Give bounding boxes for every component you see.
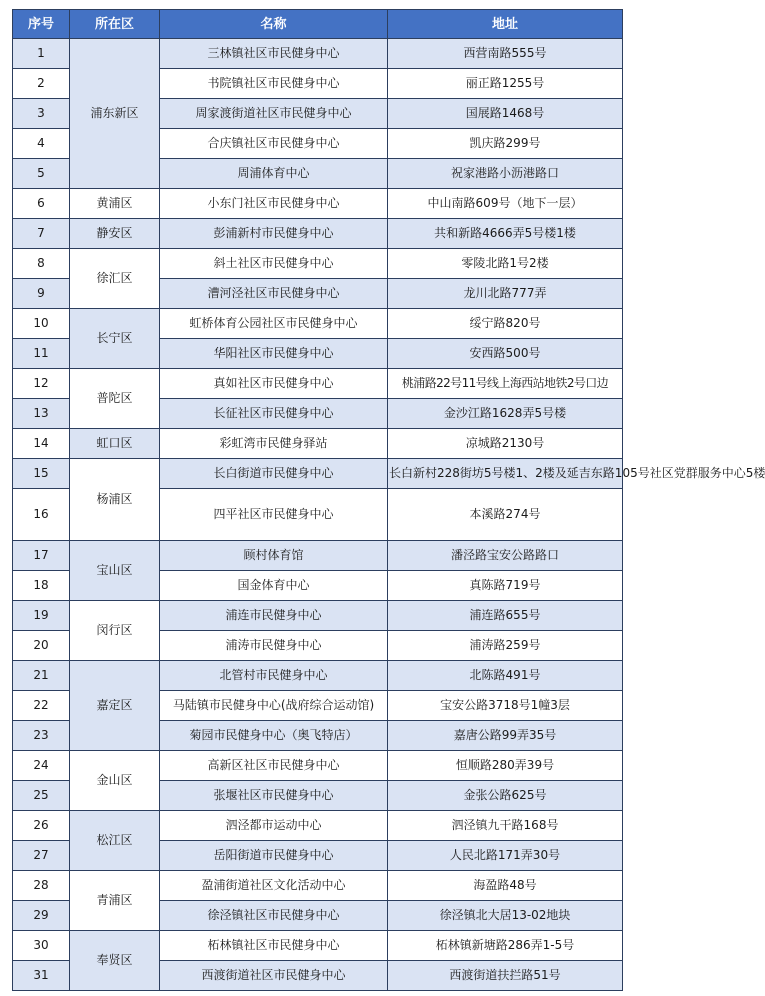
cell-number: 29	[13, 901, 70, 931]
cell-name: 西渡街道社区市民健身中心	[160, 961, 388, 991]
cell-number: 19	[13, 601, 70, 631]
table-row	[13, 189, 623, 219]
table-row	[13, 931, 623, 961]
cell-address: 潘泾路宝安公路路口	[388, 541, 623, 571]
cell-address: 西营南路555号	[388, 39, 623, 69]
cell-district: 松江区	[70, 811, 160, 871]
cell-number: 30	[13, 931, 70, 961]
table-header-row	[13, 10, 623, 39]
cell-address: 海盈路48号	[388, 871, 623, 901]
table-row	[13, 459, 623, 489]
header-district: 所在区	[70, 10, 160, 39]
header-number: 序号	[13, 10, 70, 39]
table-row	[13, 369, 623, 399]
cell-district: 青浦区	[70, 871, 160, 931]
cell-number: 18	[13, 571, 70, 601]
cell-address: 祝家港路小沥港路口	[388, 159, 623, 189]
cell-address: 绥宁路820号	[388, 309, 623, 339]
cell-address: 浦连路655号	[388, 601, 623, 631]
cell-name: 合庆镇社区市民健身中心	[160, 129, 388, 159]
cell-name: 长征社区市民健身中心	[160, 399, 388, 429]
cell-district: 长宁区	[70, 309, 160, 369]
cell-name: 虹桥体育公园社区市民健身中心	[160, 309, 388, 339]
cell-number: 14	[13, 429, 70, 459]
cell-name: 四平社区市民健身中心	[160, 489, 388, 541]
cell-name: 长白街道市民健身中心	[160, 459, 388, 489]
cell-name: 华阳社区市民健身中心	[160, 339, 388, 369]
cell-number: 2	[13, 69, 70, 99]
cell-number: 26	[13, 811, 70, 841]
cell-number: 10	[13, 309, 70, 339]
cell-name: 浦连市民健身中心	[160, 601, 388, 631]
cell-name: 漕河泾社区市民健身中心	[160, 279, 388, 309]
cell-name: 马陆镇市民健身中心(战府综合运动馆)	[160, 691, 388, 721]
cell-address: 人民北路171弄30号	[388, 841, 623, 871]
cell-number: 11	[13, 339, 70, 369]
cell-district: 嘉定区	[70, 661, 160, 751]
table-row	[13, 601, 623, 631]
cell-name: 书院镇社区市民健身中心	[160, 69, 388, 99]
cell-address: 凯庆路299号	[388, 129, 623, 159]
cell-number: 15	[13, 459, 70, 489]
cell-number: 1	[13, 39, 70, 69]
cell-number: 22	[13, 691, 70, 721]
cell-district: 宝山区	[70, 541, 160, 601]
cell-district: 普陀区	[70, 369, 160, 429]
cell-district: 闵行区	[70, 601, 160, 661]
table-row	[13, 541, 623, 571]
cell-address: 龙川北路777弄	[388, 279, 623, 309]
cell-name: 菊园市民健身中心（奥飞特店）	[160, 721, 388, 751]
cell-name: 张堰社区市民健身中心	[160, 781, 388, 811]
cell-address: 中山南路609号（地下一层）	[388, 189, 623, 219]
cell-address: 柘林镇新塘路286弄1-5号	[388, 931, 623, 961]
cell-number: 27	[13, 841, 70, 871]
cell-name: 真如社区市民健身中心	[160, 369, 388, 399]
cell-address: 零陵北路1号2楼	[388, 249, 623, 279]
cell-district: 徐汇区	[70, 249, 160, 309]
cell-district: 奉贤区	[70, 931, 160, 991]
table-body	[13, 39, 765, 991]
cell-district: 静安区	[70, 219, 160, 249]
cell-address: 丽正路1255号	[388, 69, 623, 99]
cell-number: 24	[13, 751, 70, 781]
cell-name: 岳阳街道市民健身中心	[160, 841, 388, 871]
cell-name: 浦涛市民健身中心	[160, 631, 388, 661]
table-row	[13, 871, 623, 901]
cell-number: 31	[13, 961, 70, 991]
cell-address: 国展路1468号	[388, 99, 623, 129]
cell-number: 9	[13, 279, 70, 309]
cell-name: 高新区社区市民健身中心	[160, 751, 388, 781]
table-row	[13, 249, 623, 279]
cell-address: 凉城路2130号	[388, 429, 623, 459]
cell-district: 虹口区	[70, 429, 160, 459]
cell-number: 20	[13, 631, 70, 661]
cell-name: 彭浦新村市民健身中心	[160, 219, 388, 249]
cell-number: 6	[13, 189, 70, 219]
cell-address: 浦涛路259号	[388, 631, 623, 661]
table-row	[13, 661, 623, 691]
cell-number: 28	[13, 871, 70, 901]
cell-address: 金沙江路1628弄5号楼	[388, 399, 623, 429]
cell-number: 23	[13, 721, 70, 751]
fitness-center-table	[12, 9, 765, 991]
table-row	[13, 309, 623, 339]
cell-name: 周家渡街道社区市民健身中心	[160, 99, 388, 129]
header-address: 地址	[388, 10, 623, 39]
table-row	[13, 751, 623, 781]
cell-address: 长白新村228街坊5号楼1、2楼及延吉东路105号社区党群服务中心5楼	[388, 459, 623, 489]
cell-name: 斜土社区市民健身中心	[160, 249, 388, 279]
table-row	[13, 219, 623, 249]
cell-address: 桃浦路22号11号线上海西站地铁2号口边	[388, 369, 623, 399]
cell-number: 3	[13, 99, 70, 129]
cell-address: 金张公路625号	[388, 781, 623, 811]
cell-name: 北管村市民健身中心	[160, 661, 388, 691]
cell-number: 16	[13, 489, 70, 541]
cell-address: 真陈路719号	[388, 571, 623, 601]
cell-address: 恒顺路280弄39号	[388, 751, 623, 781]
cell-district: 黄浦区	[70, 189, 160, 219]
cell-address: 共和新路4666弄5号楼1楼	[388, 219, 623, 249]
cell-address: 宝安公路3718号1幢3层	[388, 691, 623, 721]
cell-name: 国金体育中心	[160, 571, 388, 601]
cell-district: 杨浦区	[70, 459, 160, 541]
cell-number: 13	[13, 399, 70, 429]
cell-name: 彩虹湾市民健身驿站	[160, 429, 388, 459]
cell-number: 4	[13, 129, 70, 159]
table-row	[13, 811, 623, 841]
cell-name: 盈浦街道社区文化活动中心	[160, 871, 388, 901]
cell-name: 三林镇社区市民健身中心	[160, 39, 388, 69]
cell-number: 5	[13, 159, 70, 189]
cell-name: 泗泾都市运动中心	[160, 811, 388, 841]
cell-name: 徐泾镇社区市民健身中心	[160, 901, 388, 931]
cell-number: 25	[13, 781, 70, 811]
cell-number: 8	[13, 249, 70, 279]
cell-address: 西渡街道扶拦路51号	[388, 961, 623, 991]
cell-district: 金山区	[70, 751, 160, 811]
cell-number: 7	[13, 219, 70, 249]
cell-name: 柘林镇社区市民健身中心	[160, 931, 388, 961]
cell-number: 21	[13, 661, 70, 691]
cell-address: 北陈路491号	[388, 661, 623, 691]
cell-number: 12	[13, 369, 70, 399]
cell-address: 徐泾镇北大居13-02地块	[388, 901, 623, 931]
cell-district: 浦东新区	[70, 39, 160, 189]
cell-address: 安西路500号	[388, 339, 623, 369]
table-row	[13, 39, 623, 69]
cell-number: 17	[13, 541, 70, 571]
cell-name: 顾村体育馆	[160, 541, 388, 571]
header-name: 名称	[160, 10, 388, 39]
cell-name: 周浦体育中心	[160, 159, 388, 189]
table-row	[13, 429, 623, 459]
cell-address: 本溪路274号	[388, 489, 623, 541]
cell-name: 小东门社区市民健身中心	[160, 189, 388, 219]
cell-address: 泗泾镇九干路168号	[388, 811, 623, 841]
cell-address: 嘉唐公路99弄35号	[388, 721, 623, 751]
